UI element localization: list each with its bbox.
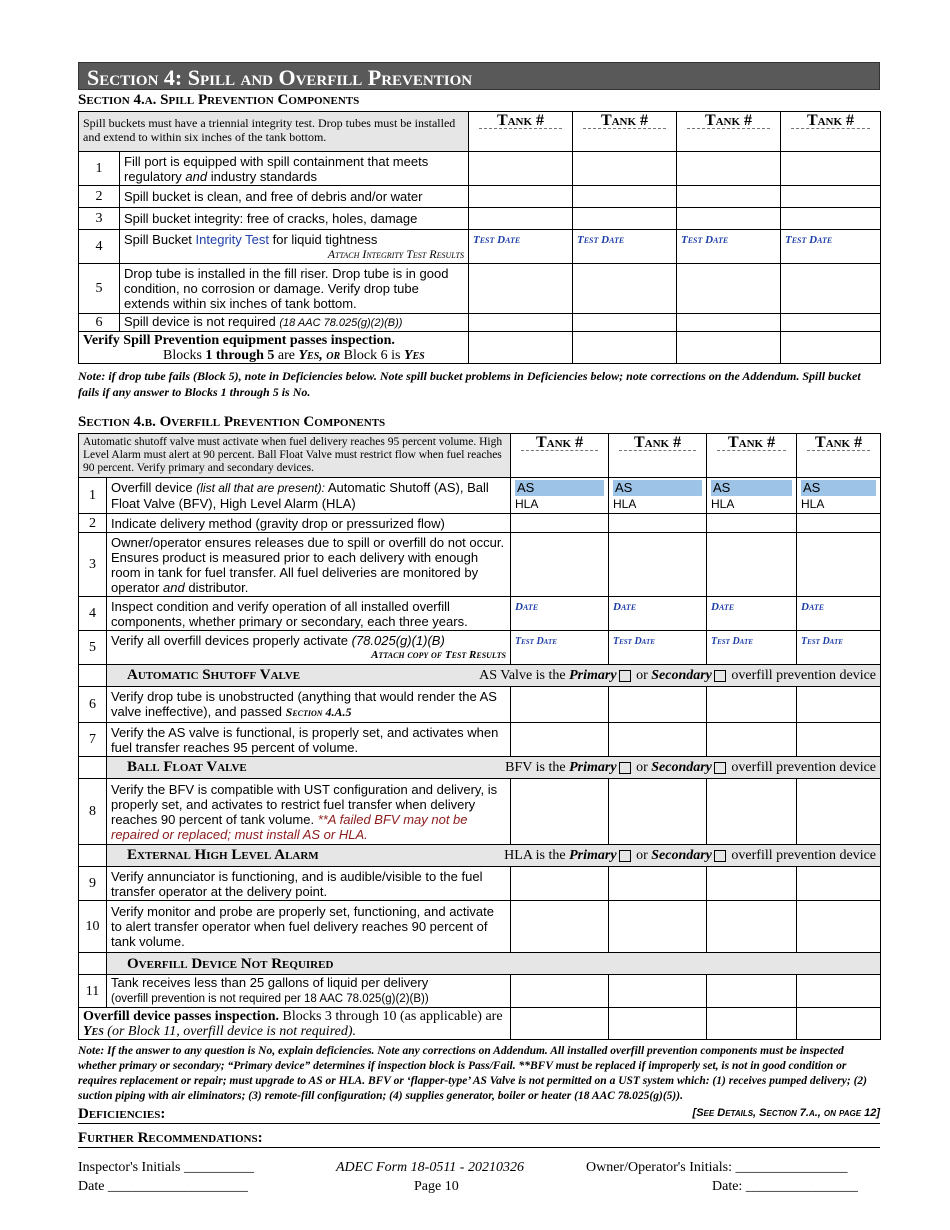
row-number: 1 [79, 478, 107, 514]
test-date-field[interactable]: Test Date [677, 230, 781, 264]
tank-cell[interactable] [573, 152, 677, 186]
row-number: 9 [79, 867, 107, 901]
tank-cell[interactable] [707, 687, 797, 723]
tank-cell[interactable] [511, 533, 609, 597]
table-row [79, 478, 881, 514]
inspection-date[interactable]: Date ____________________ [78, 1179, 248, 1194]
tank-cell[interactable] [797, 514, 881, 533]
hla-secondary-checkbox[interactable] [714, 850, 726, 862]
row-text: Verify the BFV is compatible with UST configuration and delivery, is properly set, and activates to restrict fuel transfer when delivery reaches 90 percent of tank volume. **A failed BFV may not be repaired or replaced; must install AS or HLA. [107, 779, 511, 845]
row-text: Fill port is equipped with spill containment that meets regulatory and industry standards [120, 152, 469, 186]
test-date-field[interactable]: Test Date [707, 631, 797, 665]
tank-cell[interactable] [511, 867, 609, 901]
row-number: 2 [79, 186, 120, 208]
tank-cell[interactable] [573, 264, 677, 314]
tank-header: Tank # [573, 112, 677, 152]
tank-cell[interactable] [707, 779, 797, 845]
hla-subheader: External High Level Alarm HLA is the Primary or Secondary overfill prevention device [79, 845, 881, 867]
form-number: ADEC Form 18-0511 - 20210326 [336, 1160, 524, 1175]
tank-header: Tank # [707, 434, 797, 478]
table-row [79, 867, 881, 901]
tank-cell[interactable] [609, 779, 707, 845]
device-field[interactable]: AS HLA [609, 478, 707, 514]
tank-cell[interactable] [797, 533, 881, 597]
tank-cell[interactable] [469, 186, 573, 208]
section-title-banner: Section 4: Spill and Overfill Prevention [78, 62, 880, 90]
integrity-test-link[interactable]: Integrity Test [195, 231, 270, 247]
row-text: Indicate delivery method (gravity drop or pressurized flow) [107, 514, 511, 533]
tank-cell[interactable] [707, 901, 797, 953]
row-text: Verify drop tube is unobstructed (anything that would render the AS valve ineffective), and passed Section 4.A.5 [107, 687, 511, 723]
row-text: Spill device is not required (18 AAC 78.025(g)(2)(B)) [120, 314, 469, 332]
tank-header: Tank # [609, 434, 707, 478]
row-text: Drop tube is installed in the fill riser. Drop tube is in good condition, no corrosion or damage. Verify drop tube extends within six inches of tank bottom. [120, 264, 469, 314]
verify-row [79, 1008, 881, 1040]
tank-cell[interactable] [573, 332, 677, 364]
table-row [79, 975, 881, 1008]
row-number: 7 [79, 723, 107, 757]
tank-cell[interactable] [797, 975, 881, 1008]
tank-cell[interactable] [677, 208, 781, 230]
tank-cell[interactable] [677, 186, 781, 208]
test-date-field[interactable]: Test Date [469, 230, 573, 264]
tank-cell[interactable] [609, 514, 707, 533]
owner-date[interactable]: Date: ________________ [712, 1179, 858, 1194]
tank-cell[interactable] [609, 975, 707, 1008]
date-field[interactable]: Date [511, 597, 609, 631]
row-text: Spill bucket is clean, and free of debris and/or water [120, 186, 469, 208]
row-text: Spill bucket integrity: free of cracks, holes, damage [120, 208, 469, 230]
tank-cell[interactable] [707, 514, 797, 533]
date-field[interactable]: Date [797, 597, 881, 631]
table-row [79, 152, 881, 186]
row-text: Overfill device (list all that are present): Automatic Shutoff (AS), Ball Float Valve (BFV), High Level Alarm (HLA) [107, 478, 511, 514]
tank-cell[interactable] [609, 867, 707, 901]
tank-cell[interactable] [781, 186, 881, 208]
tank-cell[interactable] [797, 723, 881, 757]
tank-header: Tank # [511, 434, 609, 478]
table-row [79, 723, 881, 757]
tank-cell[interactable] [707, 867, 797, 901]
date-field[interactable]: Date [609, 597, 707, 631]
nr-subheader: Overfill Device Not Required [79, 953, 881, 975]
tank-cell[interactable] [609, 1008, 707, 1040]
tank-cell[interactable] [781, 314, 881, 332]
tank-cell[interactable] [573, 314, 677, 332]
table-row [79, 208, 881, 230]
tank-cell[interactable] [511, 514, 609, 533]
hla-primary-checkbox[interactable] [619, 850, 631, 862]
row-number: 4 [79, 597, 107, 631]
deficiencies-line[interactable]: Deficiencies: [See Details, Section 7.a., on page 12] [78, 1106, 880, 1122]
bfv-primary-checkbox[interactable] [619, 762, 631, 774]
tank-cell[interactable] [797, 1008, 881, 1040]
row-number: 3 [79, 533, 107, 597]
tank-cell[interactable] [797, 779, 881, 845]
tank-cell[interactable] [511, 687, 609, 723]
overfill-intro: Automatic shutoff valve must activate when fuel delivery reaches 95 percent volume. High Level Alarm must alert at 90 percent. Ball Float Valve must restrict flow when fuel reaches 90 percent. Verify primary and secondary devices. [79, 434, 511, 478]
verify-row [79, 332, 881, 364]
row-number: 11 [79, 975, 107, 1008]
row-number: 6 [79, 314, 120, 332]
table-row [79, 597, 881, 631]
spill-intro: Spill buckets must have a triennial integrity test. Drop tubes must be installed and extend to within six inches of the tank bottom. [79, 112, 469, 152]
as-primary-checkbox[interactable] [619, 670, 631, 682]
as-subheader: Automatic Shutoff Valve AS Valve is the Primary or Secondary overfill prevention device [79, 665, 881, 687]
see-details-ref: [See Details, Section 7.a., on page 12] [692, 1107, 880, 1119]
tank-header: Tank # [797, 434, 881, 478]
table-row [79, 314, 881, 332]
overfill-pass-text: Overfill device passes inspection. Blocks 3 through 10 (as applicable) are Yes (or Block 11, overfill device is not required). [79, 1008, 511, 1040]
device-field[interactable]: AS HLA [511, 478, 609, 514]
row-text: Owner/operator ensures releases due to spill or overfill do not occur. Ensures product is measured prior to each delivery with enough room in tank for fuel transfer. All fuel deliveries are monitored by operator and distributor. [107, 533, 511, 597]
tank-cell[interactable] [573, 186, 677, 208]
tank-header: Tank # [781, 112, 881, 152]
row-number: 10 [79, 901, 107, 953]
row-number: 5 [79, 264, 120, 314]
further-recommendations-line[interactable]: Further Recommendations: [78, 1129, 880, 1148]
row-text: Verify all overfill devices properly activate (78.025(g)(1)(B) Attach copy of Test Results [107, 631, 511, 665]
row-text: Verify monitor and probe are properly set, functioning, and activate to alert transfer operator when fuel delivery reaches 90 percent of tank volume. [107, 901, 511, 953]
row-number: 8 [79, 779, 107, 845]
owner-initials[interactable]: Owner/Operator's Initials: ________________ [586, 1160, 848, 1175]
tank-cell[interactable] [469, 152, 573, 186]
row-text: Inspect condition and verify operation of all installed overfill components, whether primary or secondary, each three years. [107, 597, 511, 631]
tank-cell[interactable] [707, 975, 797, 1008]
tank-cell[interactable] [797, 687, 881, 723]
tank-cell[interactable] [781, 152, 881, 186]
tank-cell[interactable] [797, 901, 881, 953]
tank-cell[interactable] [609, 723, 707, 757]
tank-cell[interactable] [707, 1008, 797, 1040]
tank-cell[interactable] [781, 264, 881, 314]
tank-cell[interactable] [511, 723, 609, 757]
tank-cell[interactable] [781, 208, 881, 230]
spill-note: Note: if drop tube fails (Block 5), note in Deficiencies below. Note spill bucket problems in Deficiencies below; note corrections on the Addendum. Spill bucket fails if any answer to Blocks 1 through 5 is No. [78, 369, 861, 399]
row-number: 1 [79, 152, 120, 186]
row-number: 2 [79, 514, 107, 533]
table-row [79, 533, 881, 597]
section-4b-title: Section 4.b. Overfill Prevention Components [78, 414, 386, 430]
tank-cell[interactable] [511, 975, 609, 1008]
row-number: 4 [79, 230, 120, 264]
tank-cell[interactable] [707, 723, 797, 757]
tank-cell[interactable] [677, 314, 781, 332]
tank-cell[interactable] [677, 332, 781, 364]
row-text: Verify annunciator is functioning, and is audible/visible to the fuel transfer operator at the delivery point. [107, 867, 511, 901]
table-row [79, 687, 881, 723]
tank-cell[interactable] [469, 264, 573, 314]
tank-header: Tank # [469, 112, 573, 152]
row-text: Tank receives less than 25 gallons of liquid per delivery (overfill prevention is not required per 18 AAC 78.025(g)(2)(B)) [107, 975, 511, 1008]
row-number: 6 [79, 687, 107, 723]
tank-cell[interactable] [609, 687, 707, 723]
tank-cell[interactable] [469, 332, 573, 364]
tank-cell[interactable] [511, 1008, 609, 1040]
bfv-subheader: Ball Float Valve BFV is the Primary or Secondary overfill prevention device [79, 757, 881, 779]
tank-cell[interactable] [707, 533, 797, 597]
spill-prevention-table [78, 111, 881, 364]
page-number: Page 10 [414, 1179, 459, 1194]
tank-cell[interactable] [609, 901, 707, 953]
tank-header: Tank # [677, 112, 781, 152]
device-field[interactable]: AS HLA [707, 478, 797, 514]
table-row [79, 779, 881, 845]
table-row [79, 264, 881, 314]
device-field[interactable]: AS HLA [797, 478, 881, 514]
date-field[interactable]: Date [707, 597, 797, 631]
table-row [79, 186, 881, 208]
tank-cell[interactable] [797, 867, 881, 901]
test-date-field[interactable]: Test Date [573, 230, 677, 264]
bfv-secondary-checkbox[interactable] [714, 762, 726, 774]
table-row [79, 230, 881, 264]
row-number: 5 [79, 631, 107, 665]
verify-spill-text: Verify Spill Prevention equipment passes inspection. Blocks 1 through 5 are Yes, or Block 6 is Yes [79, 332, 469, 364]
tank-cell[interactable] [573, 208, 677, 230]
overfill-prevention-table [78, 433, 881, 1040]
test-date-field[interactable]: Test Date [797, 631, 881, 665]
row-text: Verify the AS valve is functional, is properly set, and activates when fuel transfer reaches 95 percent of volume. [107, 723, 511, 757]
row-text: Spill Bucket Integrity Test for liquid tightness Attach Integrity Test Results [120, 230, 469, 264]
tank-cell[interactable] [469, 314, 573, 332]
tank-cell[interactable] [677, 152, 781, 186]
tank-cell[interactable] [469, 208, 573, 230]
table-row [79, 514, 881, 533]
as-secondary-checkbox[interactable] [714, 670, 726, 682]
row-number: 3 [79, 208, 120, 230]
section-4a-title: Section 4.a. Spill Prevention Components [78, 92, 360, 108]
tank-cell[interactable] [609, 533, 707, 597]
inspector-initials[interactable]: Inspector's Initials __________ [78, 1160, 254, 1175]
test-date-field[interactable]: Test Date [609, 631, 707, 665]
table-row [79, 901, 881, 953]
tank-cell[interactable] [511, 901, 609, 953]
test-date-field[interactable]: Test Date [781, 230, 881, 264]
tank-cell[interactable] [511, 779, 609, 845]
overfill-note: Note: If the answer to any question is No, explain deficiencies. Note any corrections on Addendum. All installed overfill prevention components must be inspected whether primary or secondary; “Primary device” determines if inspection block is Pass/Fail. **BFV must be replaced if improperly set, is not in good condition or requires replacement or repair; must upgrade to AS or HLA. BFV or ‘flapper-type’ AS Valve is not permitted on a UST system which: (1) receives pumped delivery; (2) suction piping with air eliminators; (3) remote-fill configuration; (4) supplies generator, boiler or heater (18 AAC 78.025(g)(5)). [78, 1045, 867, 1102]
tank-cell[interactable] [677, 264, 781, 314]
tank-cell[interactable] [781, 332, 881, 364]
table-row [79, 631, 881, 665]
test-date-field[interactable]: Test Date [511, 631, 609, 665]
